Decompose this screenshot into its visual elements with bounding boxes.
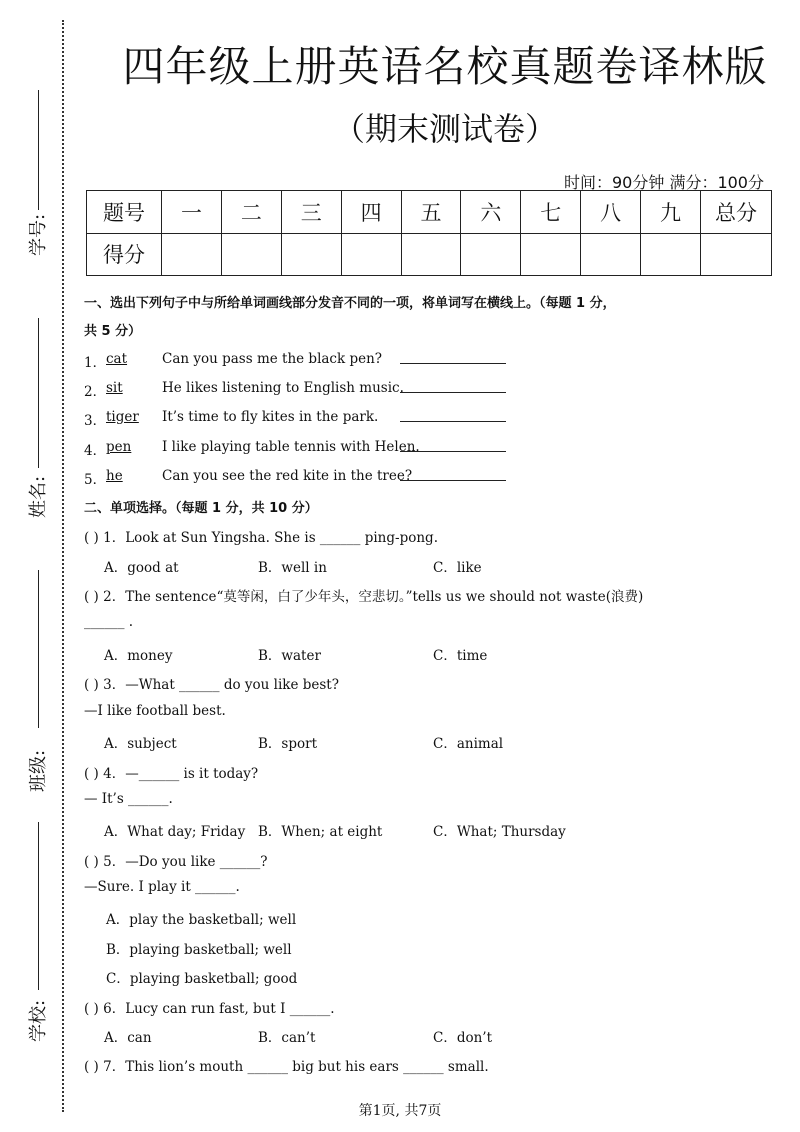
item-sentence: Can you see the red kite in the tree?	[162, 468, 413, 484]
section1-title-cont: 共 5 分）	[84, 324, 142, 339]
option-a[interactable]: A．play the basketball; well	[106, 912, 297, 928]
question-6: ( ) 6．Lucy can run fast, but I ______.	[84, 1001, 335, 1017]
score-header-cell: 一	[162, 191, 222, 234]
option-c[interactable]: C．time	[433, 648, 488, 664]
score-table	[86, 190, 772, 276]
answer-blank[interactable]	[400, 351, 506, 368]
item-word: sit	[106, 380, 123, 396]
question-3: ( ) 3．—What ______ do you like best?	[84, 677, 339, 693]
score-table-header-row	[87, 191, 772, 234]
option-c[interactable]: C．like	[433, 560, 482, 576]
item-number: 3．	[84, 413, 107, 429]
option-b[interactable]: B．sport	[258, 736, 317, 752]
question-5: ( ) 5．—Do you like ______?	[84, 854, 268, 870]
option-b[interactable]: B．When; at eight	[258, 824, 383, 840]
answer-blank[interactable]	[400, 409, 506, 426]
question-5-cont: —Sure. I play it ______.	[84, 879, 240, 895]
option-c[interactable]: C．What; Thursday	[433, 824, 566, 840]
answer-blank[interactable]	[400, 468, 506, 485]
score-header-cell: 三	[281, 191, 341, 234]
option-b[interactable]: B．playing basketball; well	[106, 942, 292, 958]
score-input-cell[interactable]	[581, 233, 641, 276]
option-c[interactable]: C．playing basketball; good	[106, 971, 298, 987]
exam-meta: 时间：90分钟 满分：100分	[564, 173, 764, 192]
score-input-cell[interactable]	[521, 233, 581, 276]
score-input-cell[interactable]	[701, 233, 772, 276]
school-line	[38, 822, 39, 990]
item-word: he	[106, 468, 123, 484]
section2-title: 二、单项选择。（每题 1 分，共 10 分）	[84, 501, 318, 516]
answer-blank[interactable]	[400, 439, 506, 456]
name-line	[38, 318, 39, 468]
item-word: pen	[106, 439, 132, 455]
item-word: cat	[106, 351, 128, 367]
item-number: 2．	[84, 384, 107, 400]
score-input-cell[interactable]	[221, 233, 281, 276]
score-row-label: 得分	[87, 233, 162, 276]
score-header-cell: 九	[641, 191, 701, 234]
page-subtitle: （期末测试卷）	[332, 110, 557, 148]
answer-blank[interactable]	[400, 380, 506, 397]
item-sentence: He likes listening to English music.	[162, 380, 404, 396]
option-a[interactable]: A．subject	[104, 736, 177, 752]
school-label: 学校:	[28, 999, 49, 1043]
item-number: 1．	[84, 355, 107, 371]
question-2-cont: ______ .	[84, 614, 134, 630]
page-footer: 第1页, 共7页	[358, 1103, 442, 1119]
question-1: ( ) 1．Look at Sun Yingsha. She is ______ ping-pong.	[84, 530, 438, 546]
question-3-cont: —I like football best.	[84, 703, 226, 719]
option-a[interactable]: A．money	[104, 648, 173, 664]
option-a[interactable]: A．What day; Friday	[104, 824, 246, 840]
score-header-cell: 七	[521, 191, 581, 234]
score-header-cell: 总分	[701, 191, 772, 234]
question-4-cont: — It’s ______.	[84, 791, 173, 807]
option-b[interactable]: B．well in	[258, 560, 327, 576]
option-c[interactable]: C．animal	[433, 736, 504, 752]
item-sentence: I like playing table tennis with Helen.	[162, 439, 420, 455]
score-table-score-row	[87, 233, 772, 276]
item-sentence: It’s time to fly kites in the park.	[162, 409, 379, 425]
option-c[interactable]: C．don’t	[433, 1030, 493, 1046]
item-word: tiger	[106, 409, 139, 425]
question-4: ( ) 4．—______ is it today?	[84, 766, 259, 782]
option-a[interactable]: A．good at	[104, 560, 179, 576]
item-sentence: Can you pass me the black pen?	[162, 351, 383, 367]
student-id-label: 学号:	[28, 213, 49, 257]
binding-dashed-line	[62, 20, 64, 1112]
class-label: 班级:	[28, 749, 49, 793]
score-header-cell: 六	[461, 191, 521, 234]
option-b[interactable]: B．water	[258, 648, 321, 664]
score-input-cell[interactable]	[281, 233, 341, 276]
page-title: 四年级上册英语名校真题卷译林版	[122, 42, 768, 91]
score-input-cell[interactable]	[401, 233, 461, 276]
question-7: ( ) 7．This lion’s mouth ______ big but his ears ______ small.	[84, 1059, 489, 1075]
score-header-cell: 八	[581, 191, 641, 234]
score-input-cell[interactable]	[461, 233, 521, 276]
score-header-cell: 四	[341, 191, 401, 234]
option-b[interactable]: B．can’t	[258, 1030, 316, 1046]
score-input-cell[interactable]	[641, 233, 701, 276]
score-input-cell[interactable]	[162, 233, 222, 276]
class-line	[38, 570, 39, 728]
score-header-cell: 题号	[87, 191, 162, 234]
item-number: 5．	[84, 472, 107, 488]
section1-title: 一、选出下列句子中与所给单词画线部分发音不同的一项，将单词写在横线上。（每题 1 分，	[84, 296, 616, 311]
score-input-cell[interactable]	[341, 233, 401, 276]
student-id-line	[38, 90, 39, 210]
score-header-cell: 二	[221, 191, 281, 234]
name-label: 姓名:	[28, 475, 49, 519]
option-a[interactable]: A．can	[104, 1030, 152, 1046]
item-number: 4．	[84, 443, 107, 459]
question-2: ( ) 2．The sentence“莫等闲，白了少年头，空悲切。”tells us we should not waste(浪费)	[84, 589, 644, 605]
score-header-cell: 五	[401, 191, 461, 234]
